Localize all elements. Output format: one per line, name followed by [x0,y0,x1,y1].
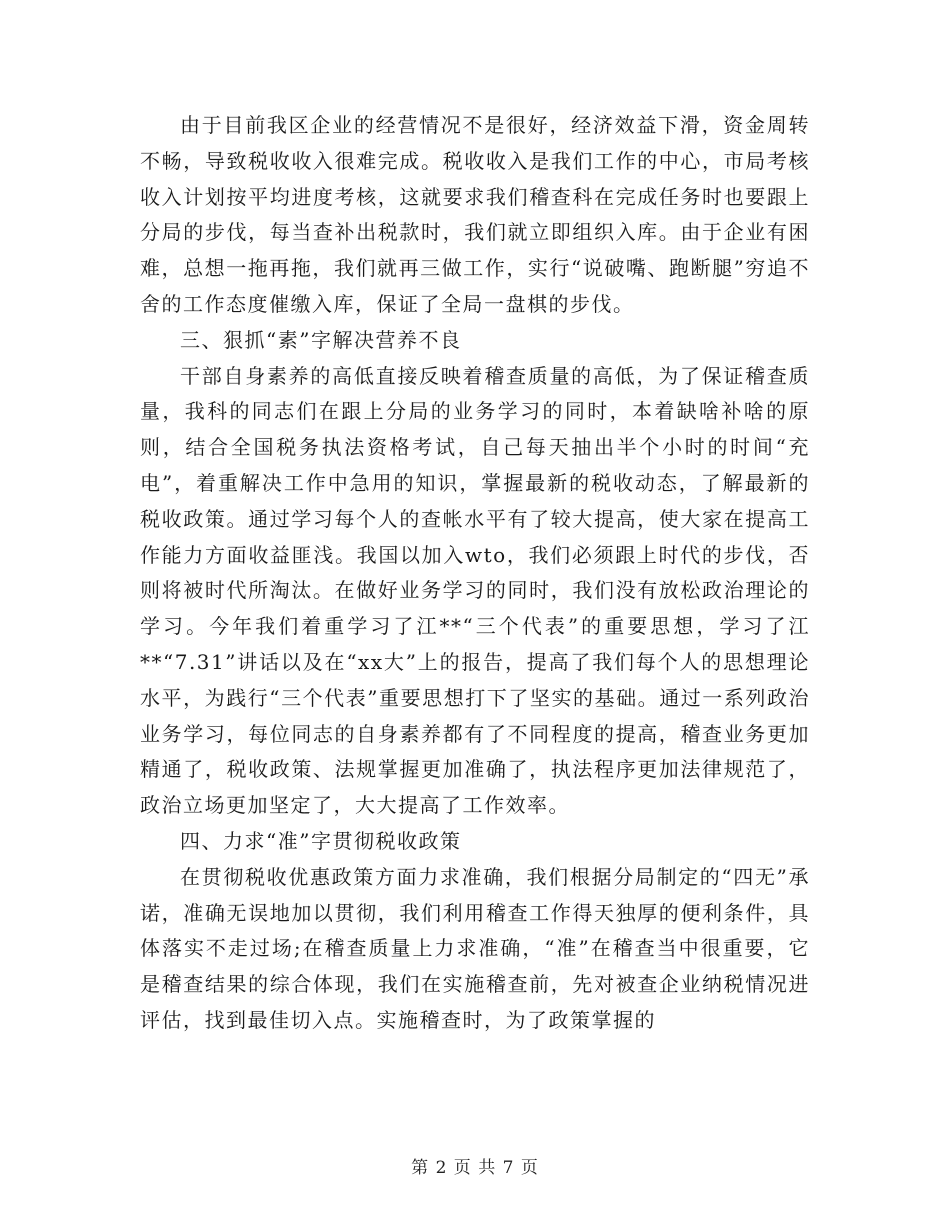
section-heading-four: 四、力求“准”字贯彻税收政策 [180,828,462,853]
document-body [140,108,810,1039]
paragraph-cadre-quality: 干部自身素养的高低直接反映着稽查质量的高低，为了保证稽查质量，我科的同志们在跟上分局的业务学习的同时，本着缺啥补啥的原则，结合全国税务执法资格考试，自己每天抽出半个小时的时间“充电”，着重解决工作中急用的知识，掌握最新的税收动态，了解最新的税收政策。通过学习每个人的查帐水平有了较大提高，使大家在提高工作能力方面收益匪浅。我国以加入wto，我们必须跟上时代的步伐，否则将被时代所淘汰。在做好业务学习的同时，我们没有放松政治理论的学习。今年我们着重学习了江**“三个代表”的重要思想，学习了江**“7.31”讲话以及在“xx大”上的报告，提高了我们每个人的思想理论水平，为践行“三个代表”重要思想打下了坚实的基础。通过一系列政治业务学习，每位同志的自身素养都有了不同程度的提高，稽查业务更加精通了，税收政策、法规掌握更加准确了，执法程序更加法律规范了，政治立场更加坚定了，大大提高了工作效率。 [140,363,810,818]
paragraph-tax-revenue: 由于目前我区企业的经营情况不是很好，经济效益下滑，资金周转不畅，导致税收收入很难完成。税收收入是我们工作的中心，市局考核收入计划按平均进度考核，这就要求我们稽查科在完成任务时也要跟上分局的步伐，每当查补出税款时，我们就立即组织入库。由于企业有困难，总想一拖再拖，我们就再三做工作，实行“说破嘴、跑断腿”穷追不舍的工作态度催缴入库，保证了全局一盘棋的步伐。 [140,113,810,316]
page-number-footer: 第 2 页 共 7 页 [411,1158,539,1178]
section-heading-three: 三、狠抓“素”字解决营养不良 [180,327,462,352]
paragraph-tax-policy: 在贯彻税收优惠政策方面力求准确，我们根据分局制定的“四无”承诺，准确无误地加以贯彻，我们利用稽查工作得天独厚的便利条件，具体落实不走过场;在稽查质量上力求准确，“准”在稽查当中很重要，它是稽查结果的综合体现，我们在实施稽查前，先对被查企业纳税情况进评估，找到最佳切入点。实施稽查时，为了政策掌握的 [140,864,810,1032]
